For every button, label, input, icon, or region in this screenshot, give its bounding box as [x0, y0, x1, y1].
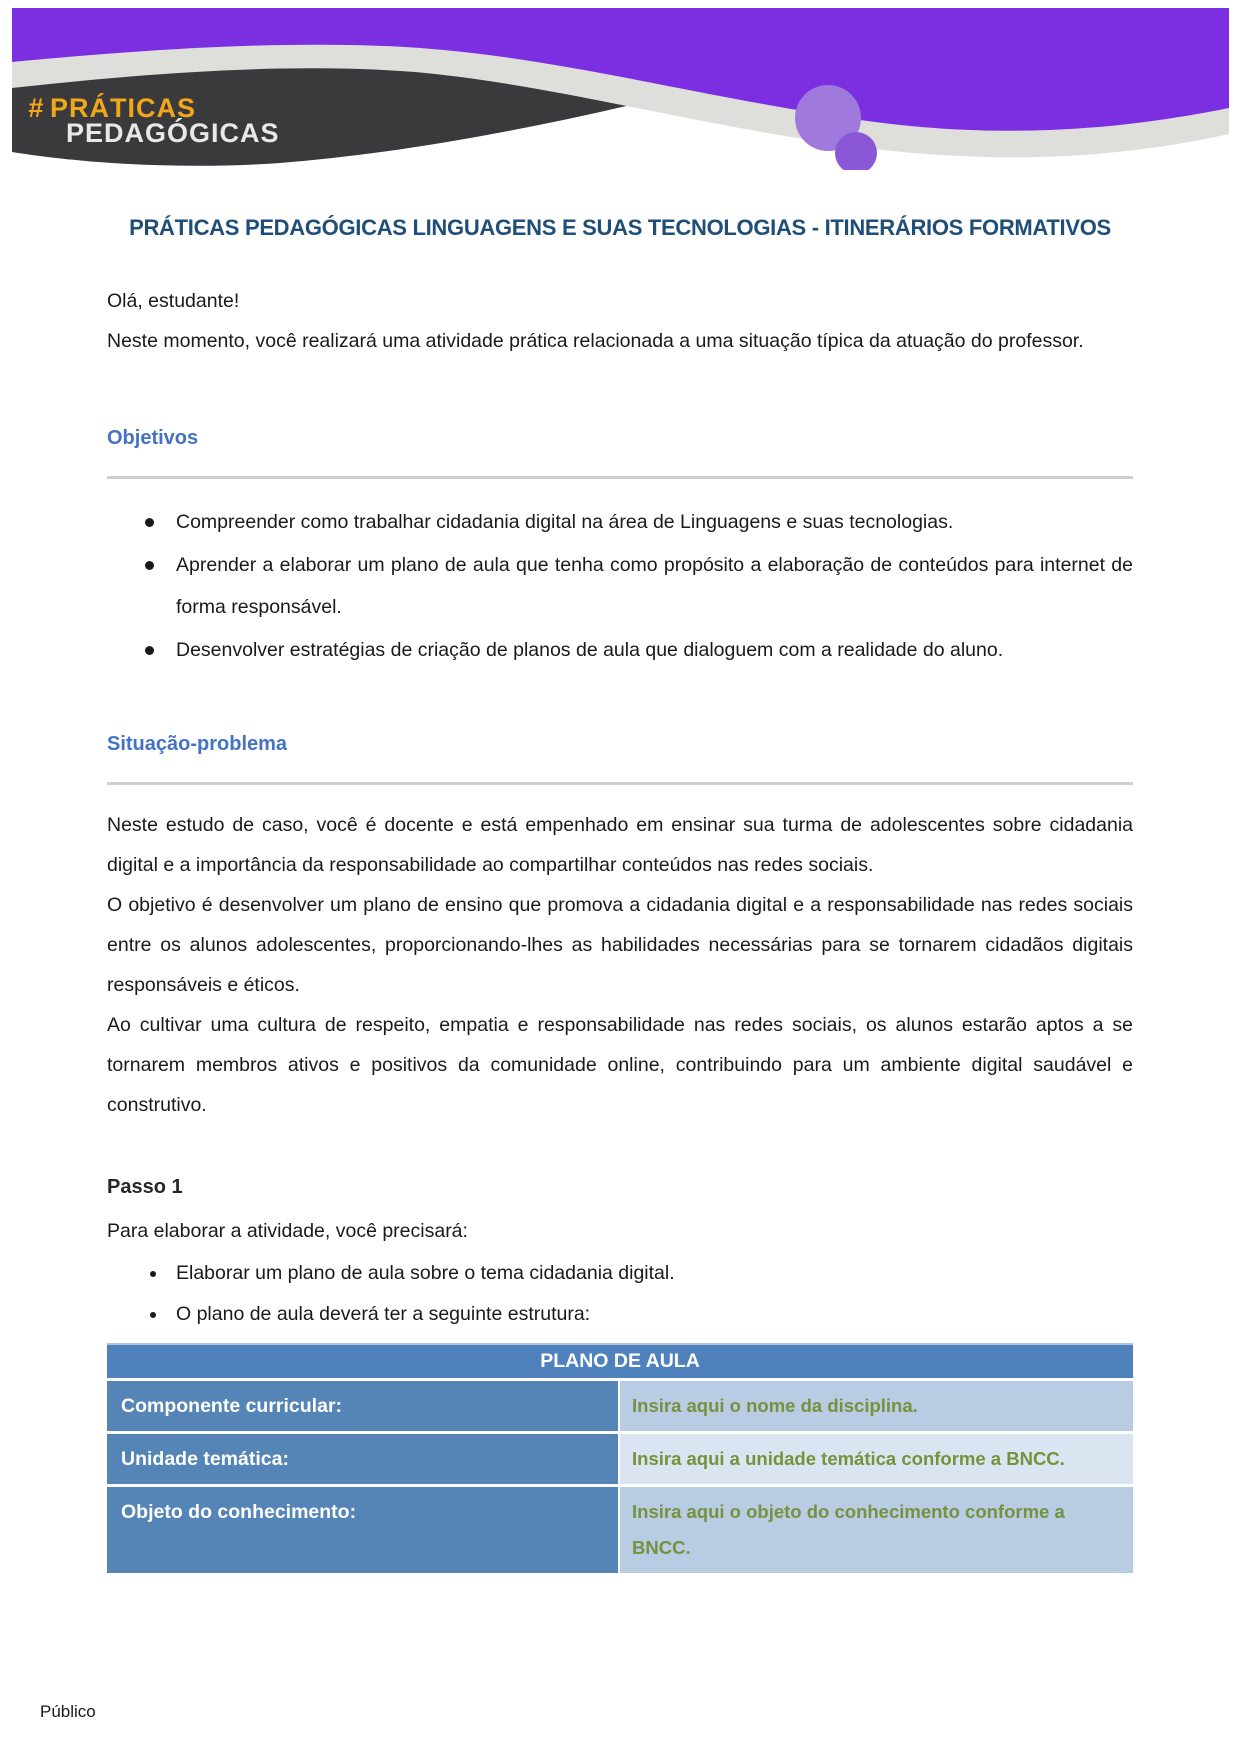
objetivos-list — [107, 501, 1133, 671]
passo1-heading: Passo 1 — [107, 1176, 183, 1198]
praticas-pedagogicas-logo — [28, 93, 280, 148]
objetivos-heading: Objetivos — [107, 427, 199, 449]
logo-word-pedagogicas: PEDAGÓGICAS — [66, 118, 280, 148]
list-item: Aprender a elaborar um plano de aula que tenha como propósito a elaboração de conteúdos para internet de forma responsável. — [176, 544, 1133, 629]
row-label: Objeto do conhecimento: — [107, 1487, 620, 1576]
situacao-paragraphs — [107, 805, 1133, 1125]
table-row — [107, 1487, 1133, 1576]
list-item: O plano de aula deverá ter a seguinte estrutura: — [176, 1294, 1133, 1335]
row-label: Unidade temática: — [107, 1434, 620, 1487]
row-label: Componente curricular: — [107, 1381, 620, 1434]
confidentiality-label: Público — [40, 1702, 96, 1721]
intro-greeting: Olá, estudante! — [107, 290, 240, 312]
intro-block — [107, 281, 1133, 361]
table-row — [107, 1434, 1133, 1487]
plano-de-aula-table — [107, 1343, 1133, 1576]
row-placeholder-value: Insira aqui a unidade temática conforme a BNCC. — [620, 1434, 1133, 1487]
logo-word-praticas: PRÁTICAS — [50, 93, 197, 123]
situacao-divider — [107, 782, 1133, 785]
list-item: Compreender como trabalhar cidadania digital na área de Linguagens e suas tecnologias. — [176, 501, 1133, 544]
table-title: PLANO DE AULA — [107, 1343, 1133, 1381]
situacao-paragraph: O objetivo é desenvolver um plano de ensino que promova a cidadania digital e a responsabilidade nas redes sociais entre os alunos adolescentes, proporcionando-lhes as habilidades necessárias para se tornarem cidadãos digitais responsáveis e éticos. — [107, 894, 1133, 996]
row-placeholder-value: Insira aqui o objeto do conhecimento conforme a BNCC. — [620, 1487, 1133, 1576]
table-row — [107, 1381, 1133, 1434]
list-item: Desenvolver estratégias de criação de planos de aula que dialoguem com a realidade do aluno. — [176, 629, 1133, 672]
passo1-list — [107, 1253, 1133, 1335]
intro-text: Neste momento, você realizará uma atividade prática relacionada a uma situação típica da atuação do professor. — [107, 330, 1084, 352]
passo1-intro: Para elaborar a atividade, você precisará: — [107, 1220, 468, 1242]
row-placeholder-value: Insira aqui o nome da disciplina. — [620, 1381, 1133, 1434]
hash-icon: # — [28, 93, 45, 123]
situacao-paragraph: Ao cultivar uma cultura de respeito, empatia e responsabilidade nas redes sociais, os alunos estarão aptos a se tornarem membros ativos e positivos da comunidade online, contribuindo para um ambiente digital saudável e construtivo. — [107, 1014, 1133, 1116]
objetivos-divider — [107, 476, 1133, 479]
page-title: PRÁTICAS PEDAGÓGICAS LINGUAGENS E SUAS TECNOLOGIAS - ITINERÁRIOS FORMATIVOS — [129, 215, 1111, 240]
situacao-paragraph: Neste estudo de caso, você é docente e está empenhado em ensinar sua turma de adolescentes sobre cidadania digital e a importância da responsabilidade ao compartilhar conteúdos nas redes sociais. — [107, 814, 1133, 876]
table-header-row — [107, 1343, 1133, 1381]
list-item: Elaborar um plano de aula sobre o tema cidadania digital. — [176, 1253, 1133, 1294]
header-banner — [0, 0, 1241, 170]
situacao-heading: Situação-problema — [107, 733, 288, 755]
document-body — [0, 212, 1241, 1576]
